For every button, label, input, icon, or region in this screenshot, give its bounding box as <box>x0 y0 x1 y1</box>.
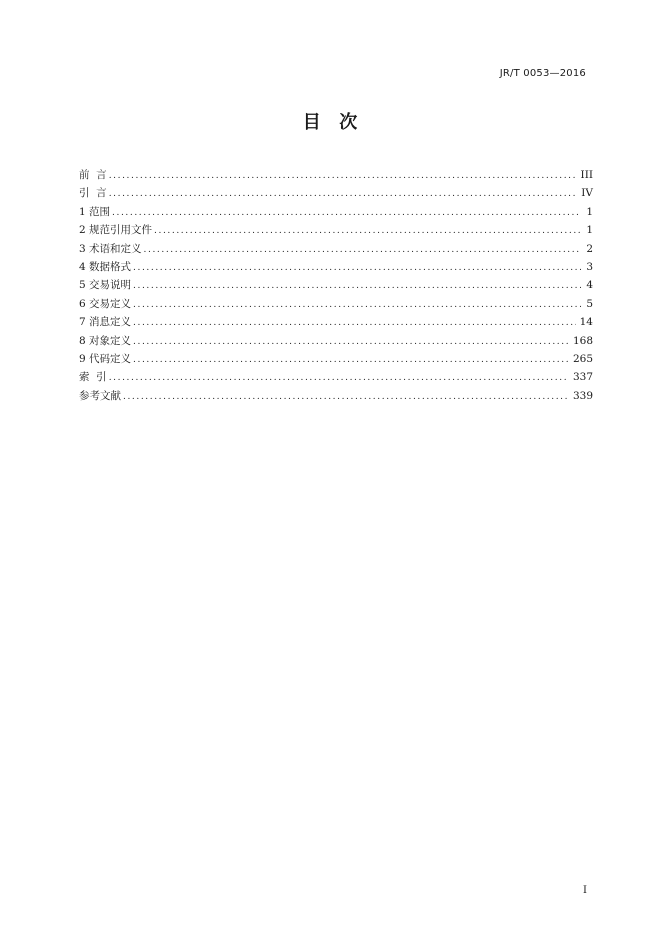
toc-entry-bibliography[interactable] <box>79 387 593 405</box>
toc-entry-page: III <box>580 169 593 181</box>
toc-entry-label: 8 对象定义 <box>79 334 132 347</box>
toc-entry-label: 9 代码定义 <box>79 352 132 365</box>
toc-entry-label: 6 交易定义 <box>79 297 132 310</box>
toc-entry-page: 5 <box>586 297 593 310</box>
dot-leader <box>133 277 581 295</box>
dot-leader <box>154 222 581 240</box>
toc-entry-transaction-definition[interactable] <box>79 295 593 313</box>
toc-entry-transaction-description[interactable] <box>79 276 593 294</box>
dot-leader <box>109 185 578 203</box>
toc-entry-page: 3 <box>586 260 593 273</box>
toc-entry-message-definition[interactable] <box>79 313 593 331</box>
dot-leader <box>112 204 581 222</box>
toc-entry-page: 168 <box>572 334 593 347</box>
dot-leader <box>133 314 576 332</box>
toc-entry-label: 索 引 <box>79 371 107 384</box>
dot-leader <box>123 388 569 406</box>
toc-entry-normative-references[interactable] <box>79 221 593 239</box>
toc-entry-foreword[interactable] <box>79 166 593 184</box>
dot-leader <box>133 333 569 351</box>
page-title: 目 次 <box>302 112 360 133</box>
dot-leader <box>109 167 577 185</box>
toc-entry-object-definition[interactable] <box>79 332 593 350</box>
dot-leader <box>133 259 581 277</box>
dot-leader <box>133 351 569 369</box>
toc-entry-page: 14 <box>579 316 593 329</box>
toc-entry-label: 前 言 <box>79 169 107 181</box>
toc-entry-index[interactable] <box>79 368 593 386</box>
toc-entry-page: 1 <box>586 224 593 237</box>
toc-entry-page: IV <box>581 187 593 200</box>
toc-entry-page: 2 <box>586 242 593 255</box>
toc-entry-label: 7 消息定义 <box>79 316 132 329</box>
toc-entry-label: 4 数据格式 <box>79 260 132 273</box>
dot-leader <box>133 296 581 314</box>
toc-entry-label: 参考文献 <box>79 389 121 402</box>
toc-entry-label: 2 规范引用文件 <box>79 224 153 237</box>
toc-entry-terms-definitions[interactable] <box>79 240 593 258</box>
toc-entry-label: 1 范围 <box>79 205 111 218</box>
toc-entry-page: 337 <box>572 371 593 384</box>
toc-entry-code-definition[interactable] <box>79 350 593 368</box>
toc-entry-introduction[interactable] <box>79 184 593 202</box>
page-number: I <box>583 885 587 896</box>
toc-entry-page: 4 <box>586 279 593 292</box>
toc-entry-scope[interactable] <box>79 203 593 221</box>
toc-entry-page: 265 <box>572 352 593 365</box>
toc-entry-label: 引 言 <box>79 187 107 200</box>
dot-leader <box>144 241 581 259</box>
toc-entry-page: 339 <box>572 389 593 402</box>
table-of-contents <box>79 166 593 405</box>
toc-entry-label: 5 交易说明 <box>79 279 132 292</box>
toc-entry-page: 1 <box>586 205 593 218</box>
dot-leader <box>109 369 569 387</box>
toc-entry-label: 3 术语和定义 <box>79 242 142 255</box>
document-code: JR/T 0053—2016 <box>499 68 586 79</box>
toc-entry-data-format[interactable] <box>79 258 593 276</box>
